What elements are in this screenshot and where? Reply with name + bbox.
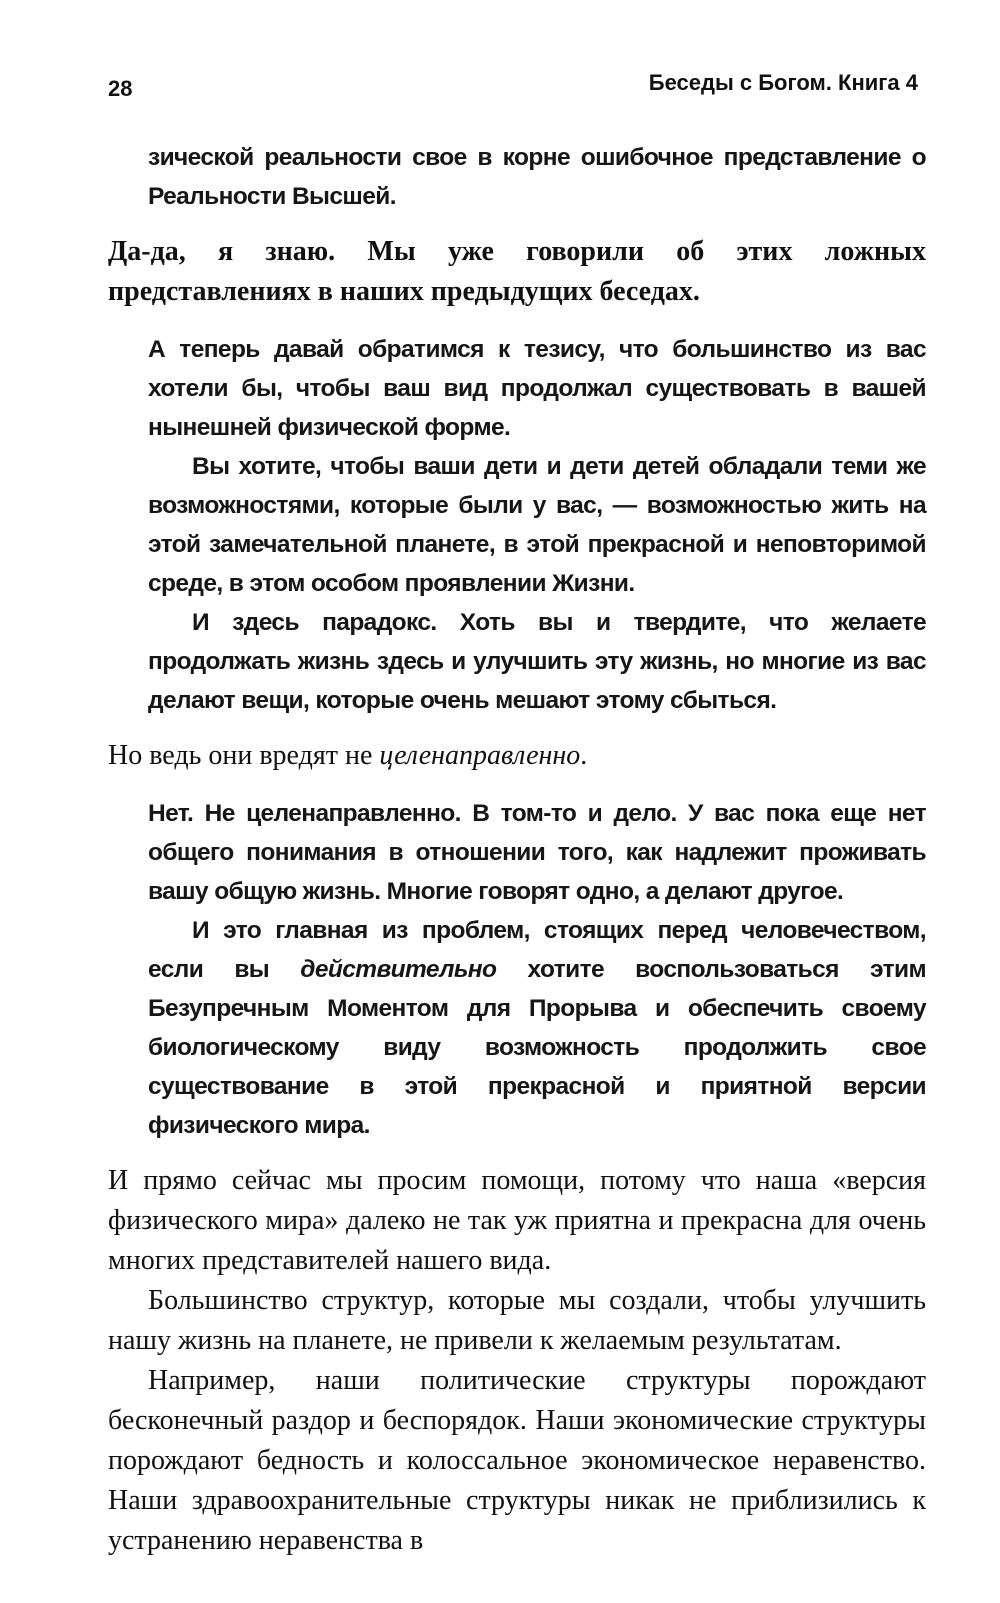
paragraph [148,911,926,1145]
paragraph: зической реальности свое в корне ошибочное представление о Реальности Высшей. [148,144,926,210]
paragraph: Большинство структур, которые мы создали, чтобы улучшить нашу жизнь на планете, не привели к желаемым результатам. [108,1285,926,1356]
page-number: 28 [108,76,133,101]
text-run: хотите воспользоваться этим Безупречным Моментом для Прорыва и обеспечить своему биологическому виду возможность продолжить свое существование в этой прекрасной и приятной версии физического мира. [148,956,926,1139]
text-run: . [580,740,588,771]
paragraph: И здесь парадокс. Хоть вы и твердите, что желаете продолжать жизнь здесь и улучшить эту жизнь, но многие из вас делают вещи, которые очень мешают этому сбыться. [148,609,926,714]
god-speech-block [148,138,926,216]
italic-emphasis: целенаправленно [379,740,581,771]
paragraph: И прямо сейчас мы просим помощи, потому что наша «версия физического мира» далеко не так уж приятна и прекрасна для очень многих представителей нашего вида. [108,1165,926,1276]
god-speech-block [148,330,926,720]
running-title: Беседы с Богом. Книга 4 [648,70,918,95]
author-speech-block [108,232,926,312]
paragraph: А теперь давай обратимся к тезису, что большинство из вас хотели бы, чтобы ваш вид продолжал существовать в вашей нынешней физической форме. [148,336,926,441]
paragraph: Например, наши политические структуры порождают бесконечный раздор и беспорядок. Наши экономические структуры порождают бедность и колоссальное экономическое неравенство. Наши здравоохранительные структуры никак не приблизились к устранению неравенства в [108,1365,926,1556]
author-speech-block [108,736,926,776]
paragraph: Нет. Не целенаправленно. В том-то и дело. У вас пока еще нет общего понимания в отношении того, как надлежит проживать вашу общую жизнь. Многие говорят одно, а делают другое. [148,800,926,905]
god-speech-block [148,794,926,1145]
text-run: И это главная из проблем, стоящих перед человечеством, если вы [148,917,926,983]
page-header [108,70,918,106]
paragraph [108,736,926,776]
author-speech-block [108,1161,926,1561]
page-body [108,138,926,1561]
paragraph: Да-да, я знаю. Мы уже говорили об этих ложных представлениях в наших предыдущих беседах. [108,236,926,307]
text-run: Но ведь они вредят не [108,740,380,771]
paragraph: Вы хотите, чтобы ваши дети и дети детей обладали теми же возможностями, которые были у вас, — возможностью жить на этой замечательной планете, в этой прекрасной и неповторимой среде, в этом особом проявлении Жизни. [148,453,926,597]
italic-emphasis: действительно [300,956,497,983]
